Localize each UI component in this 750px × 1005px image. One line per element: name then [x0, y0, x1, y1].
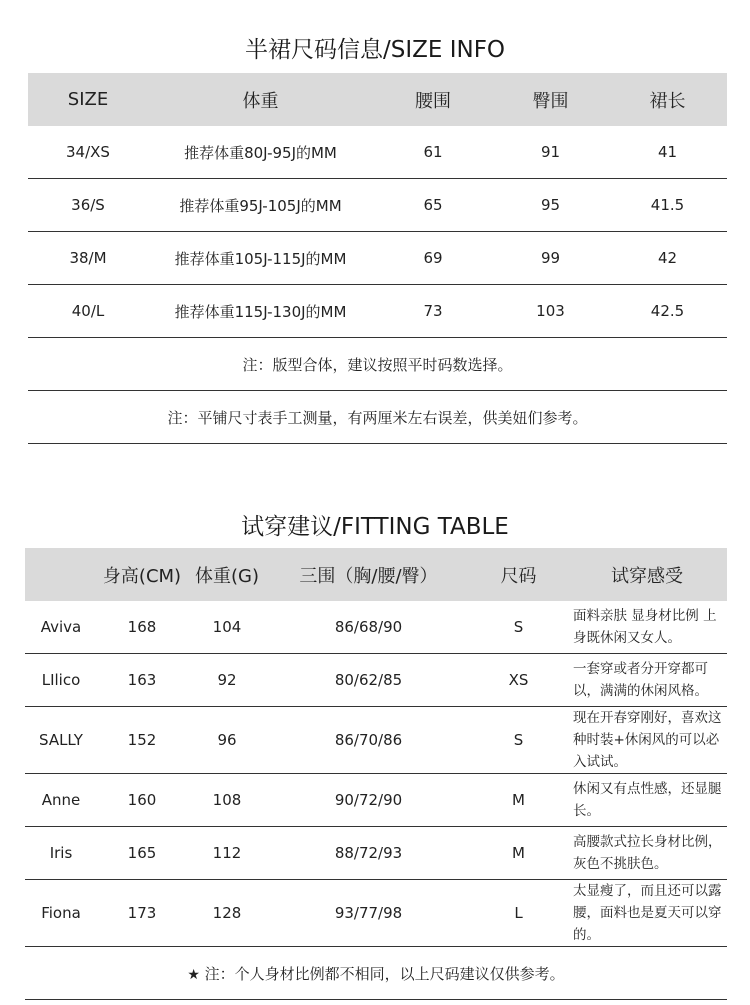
fitting-note-cell	[25, 947, 727, 1000]
weight-cell: 推荐体重80J-95J的MM	[148, 126, 373, 179]
size-info-table	[28, 73, 727, 444]
name-cell: SALLY	[25, 707, 97, 774]
waist-cell: 65	[373, 179, 493, 232]
table-row	[25, 827, 727, 880]
measurements-cell: 80/62/85	[267, 654, 470, 707]
height-cell: 173	[97, 880, 187, 947]
measurements-cell: 93/77/98	[267, 880, 470, 947]
weight-cell: 128	[187, 880, 267, 947]
header-weight: 体重(G)	[187, 548, 267, 601]
height-cell: 168	[97, 601, 187, 654]
weight-cell: 推荐体重115J-130J的MM	[148, 285, 373, 338]
weight-cell: 推荐体重105J-115J的MM	[148, 232, 373, 285]
height-cell: 163	[97, 654, 187, 707]
weight-cell: 108	[187, 774, 267, 827]
length-cell: 41	[608, 126, 727, 179]
size-cell: M	[470, 827, 567, 880]
feeling-cell: 休闲又有点性感，还显腿长。	[567, 774, 727, 827]
measurements-cell: 86/68/90	[267, 601, 470, 654]
hip-cell: 103	[493, 285, 608, 338]
height-cell: 160	[97, 774, 187, 827]
measure-note: 注：平铺尺寸表手工测量，有两厘米左右误差，供美妞们参考。	[28, 391, 727, 444]
feeling-cell: 现在开春穿刚好，喜欢这种时装+休闲风的可以必入试试。	[567, 707, 727, 774]
header-length: 裙长	[608, 73, 727, 126]
size-cell: 34/XS	[28, 126, 148, 179]
weight-cell: 92	[187, 654, 267, 707]
waist-cell: 61	[373, 126, 493, 179]
measurements-cell: 86/70/86	[267, 707, 470, 774]
header-height: 身高(CM)	[97, 548, 187, 601]
size-header-row	[28, 73, 727, 126]
weight-cell: 112	[187, 827, 267, 880]
table-row	[28, 179, 727, 232]
table-row	[25, 774, 727, 827]
fitting-note: 注：个人身材比例都不相同，以上尺码建议仅供参考。	[204, 964, 565, 983]
note-row	[28, 391, 727, 444]
size-cell: 40/L	[28, 285, 148, 338]
size-cell: 38/M	[28, 232, 148, 285]
measurements-cell: 88/72/93	[267, 827, 470, 880]
measurements-cell: 90/72/90	[267, 774, 470, 827]
weight-cell: 96	[187, 707, 267, 774]
size-info-title: 半裙尺码信息/SIZE INFO	[244, 37, 506, 63]
height-cell: 152	[97, 707, 187, 774]
weight-cell: 推荐体重95J-105J的MM	[148, 179, 373, 232]
header-waist: 腰围	[373, 73, 493, 126]
waist-cell: 69	[373, 232, 493, 285]
name-cell: Fiona	[25, 880, 97, 947]
header-size: 尺码	[470, 548, 567, 601]
size-cell: M	[470, 774, 567, 827]
header-hip: 臀围	[493, 73, 608, 126]
size-cell: L	[470, 880, 567, 947]
feeling-cell: 高腰款式拉长身材比例，灰色不挑肤色。	[567, 827, 727, 880]
header-measurements: 三围（胸/腰/臀）	[267, 548, 470, 601]
length-cell: 42.5	[608, 285, 727, 338]
header-weight: 体重	[148, 73, 373, 126]
hip-cell: 99	[493, 232, 608, 285]
note-row	[25, 947, 727, 1000]
table-row	[28, 285, 727, 338]
header-size: SIZE	[28, 73, 148, 126]
length-cell: 42	[608, 232, 727, 285]
name-cell: LIlico	[25, 654, 97, 707]
fit-note: 注：版型合体，建议按照平时码数选择。	[28, 338, 727, 391]
name-cell: Aviva	[25, 601, 97, 654]
star-icon: ★	[187, 966, 200, 983]
fitting-header-row	[25, 548, 727, 601]
hip-cell: 95	[493, 179, 608, 232]
table-row	[25, 654, 727, 707]
hip-cell: 91	[493, 126, 608, 179]
height-cell: 165	[97, 827, 187, 880]
name-cell: Iris	[25, 827, 97, 880]
name-cell: Anne	[25, 774, 97, 827]
size-cell: 36/S	[28, 179, 148, 232]
feeling-cell: 太显瘦了，而且还可以露腰，面料也是夏天可以穿的。	[567, 880, 727, 947]
fitting-table	[25, 548, 727, 1000]
table-row	[28, 126, 727, 179]
header-feeling: 试穿感受	[567, 548, 727, 601]
table-row	[28, 232, 727, 285]
table-row	[25, 601, 727, 654]
size-cell: S	[470, 707, 567, 774]
header-name	[25, 548, 97, 601]
size-cell: XS	[470, 654, 567, 707]
feeling-cell: 一套穿或者分开穿都可以，满满的休闲风格。	[567, 654, 727, 707]
fitting-title: 试穿建议/FITTING TABLE	[241, 514, 509, 540]
table-row	[25, 880, 727, 947]
size-cell: S	[470, 601, 567, 654]
note-row	[28, 338, 727, 391]
length-cell: 41.5	[608, 179, 727, 232]
waist-cell: 73	[373, 285, 493, 338]
weight-cell: 104	[187, 601, 267, 654]
feeling-cell: 面料亲肤 显身材比例 上身既休闲又女人。	[567, 601, 727, 654]
table-row	[25, 707, 727, 774]
